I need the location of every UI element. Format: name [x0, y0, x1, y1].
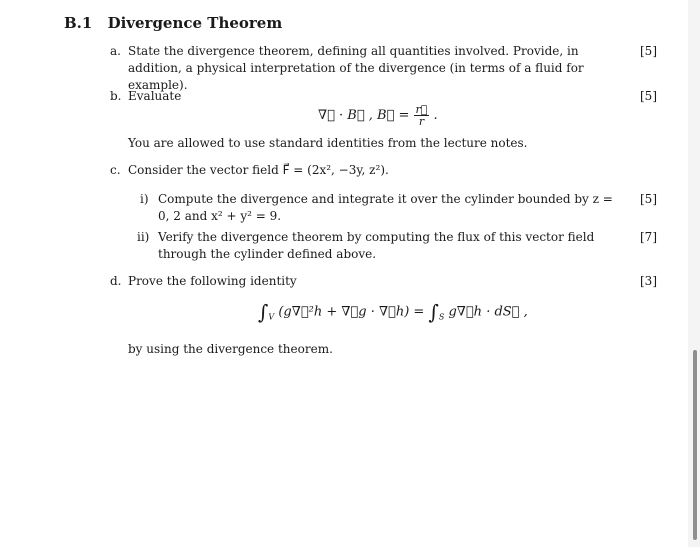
question-b-formula: ∇⃗ · B⃗ , B⃗ = $\frac{r⃗}{r}$ . — [318, 103, 438, 128]
question-c-text: Consider the vector field F⃗ = (2x², −3y, z²). — [128, 163, 389, 177]
subpart-ii-mark: [7] — [640, 230, 657, 244]
vertical-scrollbar[interactable] — [693, 350, 697, 540]
question-d-text: Prove the following identity — [128, 274, 297, 288]
surface-subscript: S — [438, 312, 445, 322]
question-b-fraction — [414, 104, 430, 127]
question-d-formula — [258, 300, 528, 324]
subpart-ii-text: Verify the divergence theorem by computing the flux of this vector field through the cylinder defined above. — [158, 230, 595, 261]
question-b-label: b. — [110, 89, 122, 103]
section-number: B.1 — [64, 14, 93, 32]
section-title: Divergence Theorem — [107, 14, 283, 32]
question-a-label: a. — [110, 44, 121, 58]
subpart-i-mark: [5] — [640, 192, 657, 206]
question-a-mark: [5] — [640, 44, 657, 58]
subpart-i-text: Compute the divergence and integrate it over the cylinder bounded by z = 0, 2 and x² + y² = 9. — [158, 192, 613, 223]
fraction-numerator: r⃗ — [415, 103, 428, 116]
question-d-note: by using the divergence theorem. — [128, 342, 333, 356]
subpart-i-label: i) — [140, 192, 149, 206]
question-b-mark: [5] — [640, 89, 657, 103]
formula-rhs: g∇⃗h · dS⃗ , — [448, 304, 528, 320]
volume-subscript: V — [268, 312, 275, 322]
question-d-mark: [3] — [640, 274, 657, 288]
fraction-denominator: r — [418, 115, 425, 128]
question-b-text: Evaluate — [128, 89, 182, 103]
question-a-text: State the divergence theorem, defining all quantities involved. Provide, in addition, a physical interpretation of the divergence (in terms of a fluid for example). — [128, 44, 584, 92]
volume-integral-sign: ∫ — [258, 300, 269, 324]
section-heading — [64, 14, 282, 32]
question-c-label: c. — [110, 163, 121, 177]
question-b-formula-text: ∇⃗ · B⃗ , B⃗ = — [318, 108, 414, 123]
formula-lhs: (g∇⃗²h + ∇⃗g · ∇⃗h) = — [278, 304, 429, 320]
question-d-label: d. — [110, 274, 122, 288]
subpart-ii-label: ii) — [137, 230, 150, 244]
question-b-note: You are allowed to use standard identities from the lecture notes. — [128, 136, 528, 150]
surface-integral-sign: ∫ — [428, 300, 439, 324]
